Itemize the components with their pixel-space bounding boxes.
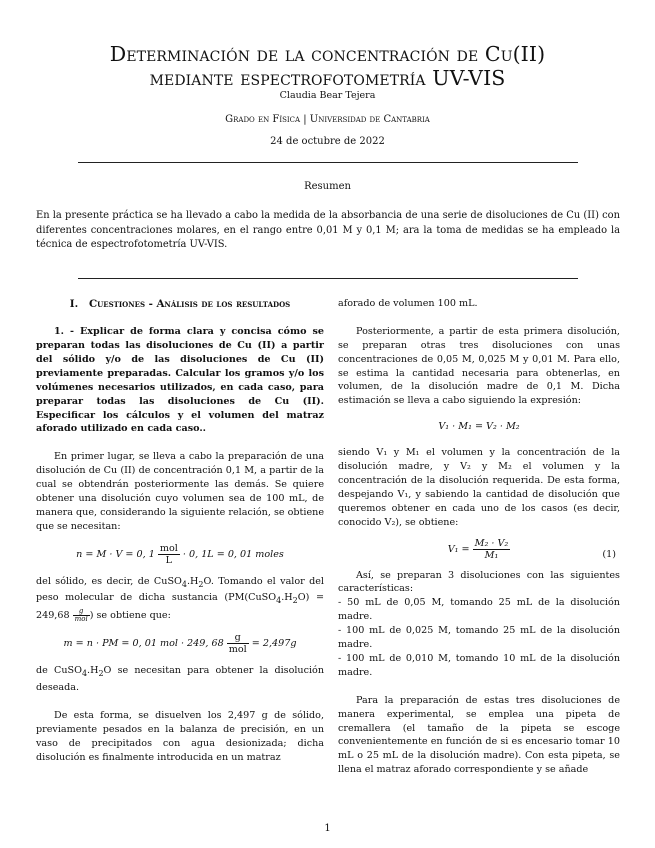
right-paragraph-5: Para la preparación de estas tres disoluciones de manera experimental, se emplea una pipeta de cremallera (el tamaño de la pipeta se escoge convenientemente en función de si es encesario tomar 10 mL o 25 mL de la disolución madre). Con esta pipeta, se llena el matraz aforado correspondiente y se añade bbox=[338, 694, 620, 776]
equation-mass: m = n · PM = 0, 01 mol · 249, 68 $\frac{g}{\text{mol}}$ = 2,497g bbox=[63, 632, 297, 656]
section-title: Cuestiones - Análisis de los resultados bbox=[88, 298, 291, 310]
paragraph-2: del sólido, es decir, de $CuSO_4.H_2O$. Tomando el valor del peso molecular de dicha sustancia ($PM(CuSO_4.H_2O) = 249,68$ $\frac{g}{\text{mol}}$ ) se obtiene que: bbox=[36, 575, 325, 624]
left-column bbox=[36, 297, 324, 765]
list-item: - 100 mL de 0,010 M, tomando 10 mL de la disolución madre. bbox=[338, 653, 620, 678]
paper-title bbox=[0, 42, 655, 90]
top-rule bbox=[78, 162, 578, 163]
equation-number: (1) bbox=[602, 548, 616, 560]
affiliation: Grado en Física | Universidad de Cantabria bbox=[225, 114, 430, 125]
abstract-heading: Resumen bbox=[304, 181, 351, 192]
page-number: 1 bbox=[324, 823, 331, 834]
section-number: I. bbox=[69, 298, 79, 310]
section-heading bbox=[36, 297, 324, 311]
abstract-text: En la presente práctica se ha llevado a cabo la medida de la absorbancia de una serie de disoluciones de Cu (II) con diferentes concentraciones molares, en el rango entre 0,01 M y 0,1 M; ara la toma de medidas se ha empleado la técnica de espectrofotometría UV-VIS. bbox=[36, 210, 620, 251]
date: 24 de octubre de 2022 bbox=[270, 136, 385, 147]
right-paragraph-3: siendo V₁ y M₁ el volumen y la concentración de la disolución madre, y V₂ y M₂ el volumen y la concentración de la disolución requerida. De esta forma, despejando V₁, y sabiendo la cantidad de disolución que queremos obtener en cada uno de los casos (es decir, conocido V₂), se obtiene: bbox=[338, 447, 620, 528]
bottom-rule bbox=[78, 278, 578, 279]
paragraph-1: En primer lugar, se lleva a cabo la preparación de una disolución de Cu (II) de concentración 0,1 M, a partir de la cual se obtendrán posteriormente las demás. Se quiere obtener una disolución cuyo volumen sea de 100 mL, de manera que, considerando la siguiente relación, se obtiene que se necesitan: bbox=[36, 451, 324, 532]
equation-dilution: V₁ · M₁ = V₂ · M₂ bbox=[438, 421, 520, 433]
list-item: - 100 mL de 0,025 M, tomando 25 mL de la disolución madre. bbox=[338, 625, 620, 651]
right-paragraph-2: Posteriormente, a partir de esta primera disolución, se preparan otras tres disoluciones con unas concentraciones de 0,05 M, 0,025 M y 0,01 M. Para ello, se estima la cantidad necesaria para obtenerlas, en volumen, de la disolución madre de 0,1 M. Dicha estimación se lleva a cabo siguiendo la expresión: bbox=[338, 325, 620, 407]
question-text: 1. - Explicar de forma clara y concisa cómo se preparan todas las disoluciones de Cu (II) a partir del sólido y/o de las disoluciones de Cu (II) previamente preparadas. Calcular los gramos y/o los volúmenes necesarios utilizados, en cada caso, para preparar todas las disoluciones de Cu (II). Especificar los cálculos y el volumen del matraz aforado utilizado en cada caso.. bbox=[36, 326, 324, 435]
title-line-2: mediante espectrofotometría UV-VIS bbox=[149, 66, 506, 90]
right-paragraph-1: aforado de volumen 100 mL. bbox=[338, 298, 478, 309]
paragraph-4: De esta forma, se disuelven los 2,497 g de sólido, previamente pesados en la balanza de precisión, en un vaso de precipitados con agua desionizada; dicha disolución es finalmente introducida en un matraz bbox=[36, 709, 324, 763]
author: Claudia Bear Tejera bbox=[279, 90, 376, 101]
equation-moles: n = M · V = 0, 1 $\frac{\text{mol}}{L}$ · 0, 1L = 0, 01 moles bbox=[76, 542, 284, 566]
paragraph-3: de $CuSO_4.H_2O$ se necesitan para obtener la disolución deseada. bbox=[36, 665, 324, 694]
list-item: - 50 mL de 0,05 M, tomando 25 mL de la disolución madre. bbox=[338, 597, 620, 623]
equation-1: V₁ = $\frac{\text{M₂ · V₂}}{\text{M₁}}$ (1) bbox=[447, 537, 616, 561]
title-line-1: Determinación de la concentración de Cu(II) bbox=[109, 42, 546, 66]
right-paragraph-4: Así, se preparan 3 disoluciones con las siguientes características: bbox=[338, 569, 620, 595]
right-column bbox=[338, 297, 620, 777]
